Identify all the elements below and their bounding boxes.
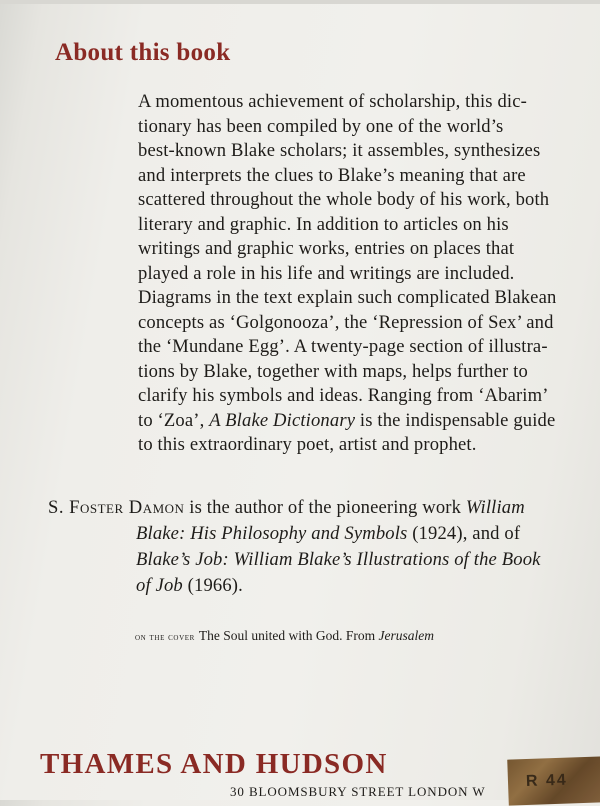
description-line: played a role in his life and writings are included. <box>138 262 515 284</box>
description-line: concepts as ‘Golgonooza’, the ‘Repression of Sex’ and <box>138 311 554 333</box>
top-edge <box>0 0 600 4</box>
work-title: William <box>465 497 525 518</box>
author-bio <box>48 495 598 599</box>
work-title: of Job <box>136 575 183 596</box>
description-line: A momentous achievement of scholarship, this dic- <box>138 91 527 112</box>
author-name: S. Foster Damon <box>48 497 185 518</box>
author-bio-line <box>48 573 598 599</box>
publisher-address: 30 BLOOMSBURY STREET LONDON W <box>230 784 486 799</box>
description-line: Diagrams in the text explain such complicated Blakean <box>138 287 557 308</box>
description-line: and interprets the clues to Blake’s meaning that are <box>138 164 526 186</box>
cover-credit-label: on the cover <box>135 632 195 643</box>
description-line <box>138 409 590 434</box>
description-line: to this extraordinary poet, artist and prophet. <box>138 434 477 455</box>
author-bio-text: is the author of the pioneering work <box>184 497 466 518</box>
author-bio-text: (1966). <box>182 575 243 596</box>
author-bio-line <box>48 547 598 573</box>
cover-credit-source: Jerusalem <box>378 628 435 643</box>
publisher-name: THAMES AND HUDSON <box>40 748 388 780</box>
work-title: Blake: His Philosophy and Symbols <box>136 523 408 544</box>
price-sticker <box>507 756 600 805</box>
author-bio-line <box>48 521 598 547</box>
sticker-text: R 44 <box>525 771 569 791</box>
description-line: tionary has been compiled by one of the world’s <box>138 115 504 137</box>
section-heading: About this book <box>55 39 231 66</box>
description-line: writings and graphic works, entries on places that <box>138 238 515 259</box>
author-bio-text: (1924), and of <box>407 523 521 544</box>
description-line: scattered throughout the whole body of his work, both <box>138 189 550 210</box>
book-title: A Blake Dictionary <box>209 409 356 431</box>
description-text: to ‘Zoa’, <box>138 409 210 431</box>
description-line: literary and graphic. In addition to articles on his <box>138 213 509 235</box>
work-title: Blake’s Job: William Blake’s Illustrations of the Book <box>136 549 541 570</box>
description-line: clarify his symbols and ideas. Ranging from ‘Abarim’ <box>138 385 549 406</box>
description-line: the ‘Mundane Egg’. A twenty-page section of illustra- <box>138 336 548 357</box>
book-description <box>138 90 590 458</box>
description-line: best-known Blake scholars; it assembles, synthesizes <box>138 140 541 161</box>
description-text: is the indispensable guide <box>355 409 556 431</box>
cover-credit <box>135 628 434 644</box>
cover-credit-text: The Soul united with God. From <box>198 628 379 643</box>
author-bio-line <box>48 495 598 521</box>
description-line: tions by Blake, together with maps, helps further to <box>138 360 528 382</box>
